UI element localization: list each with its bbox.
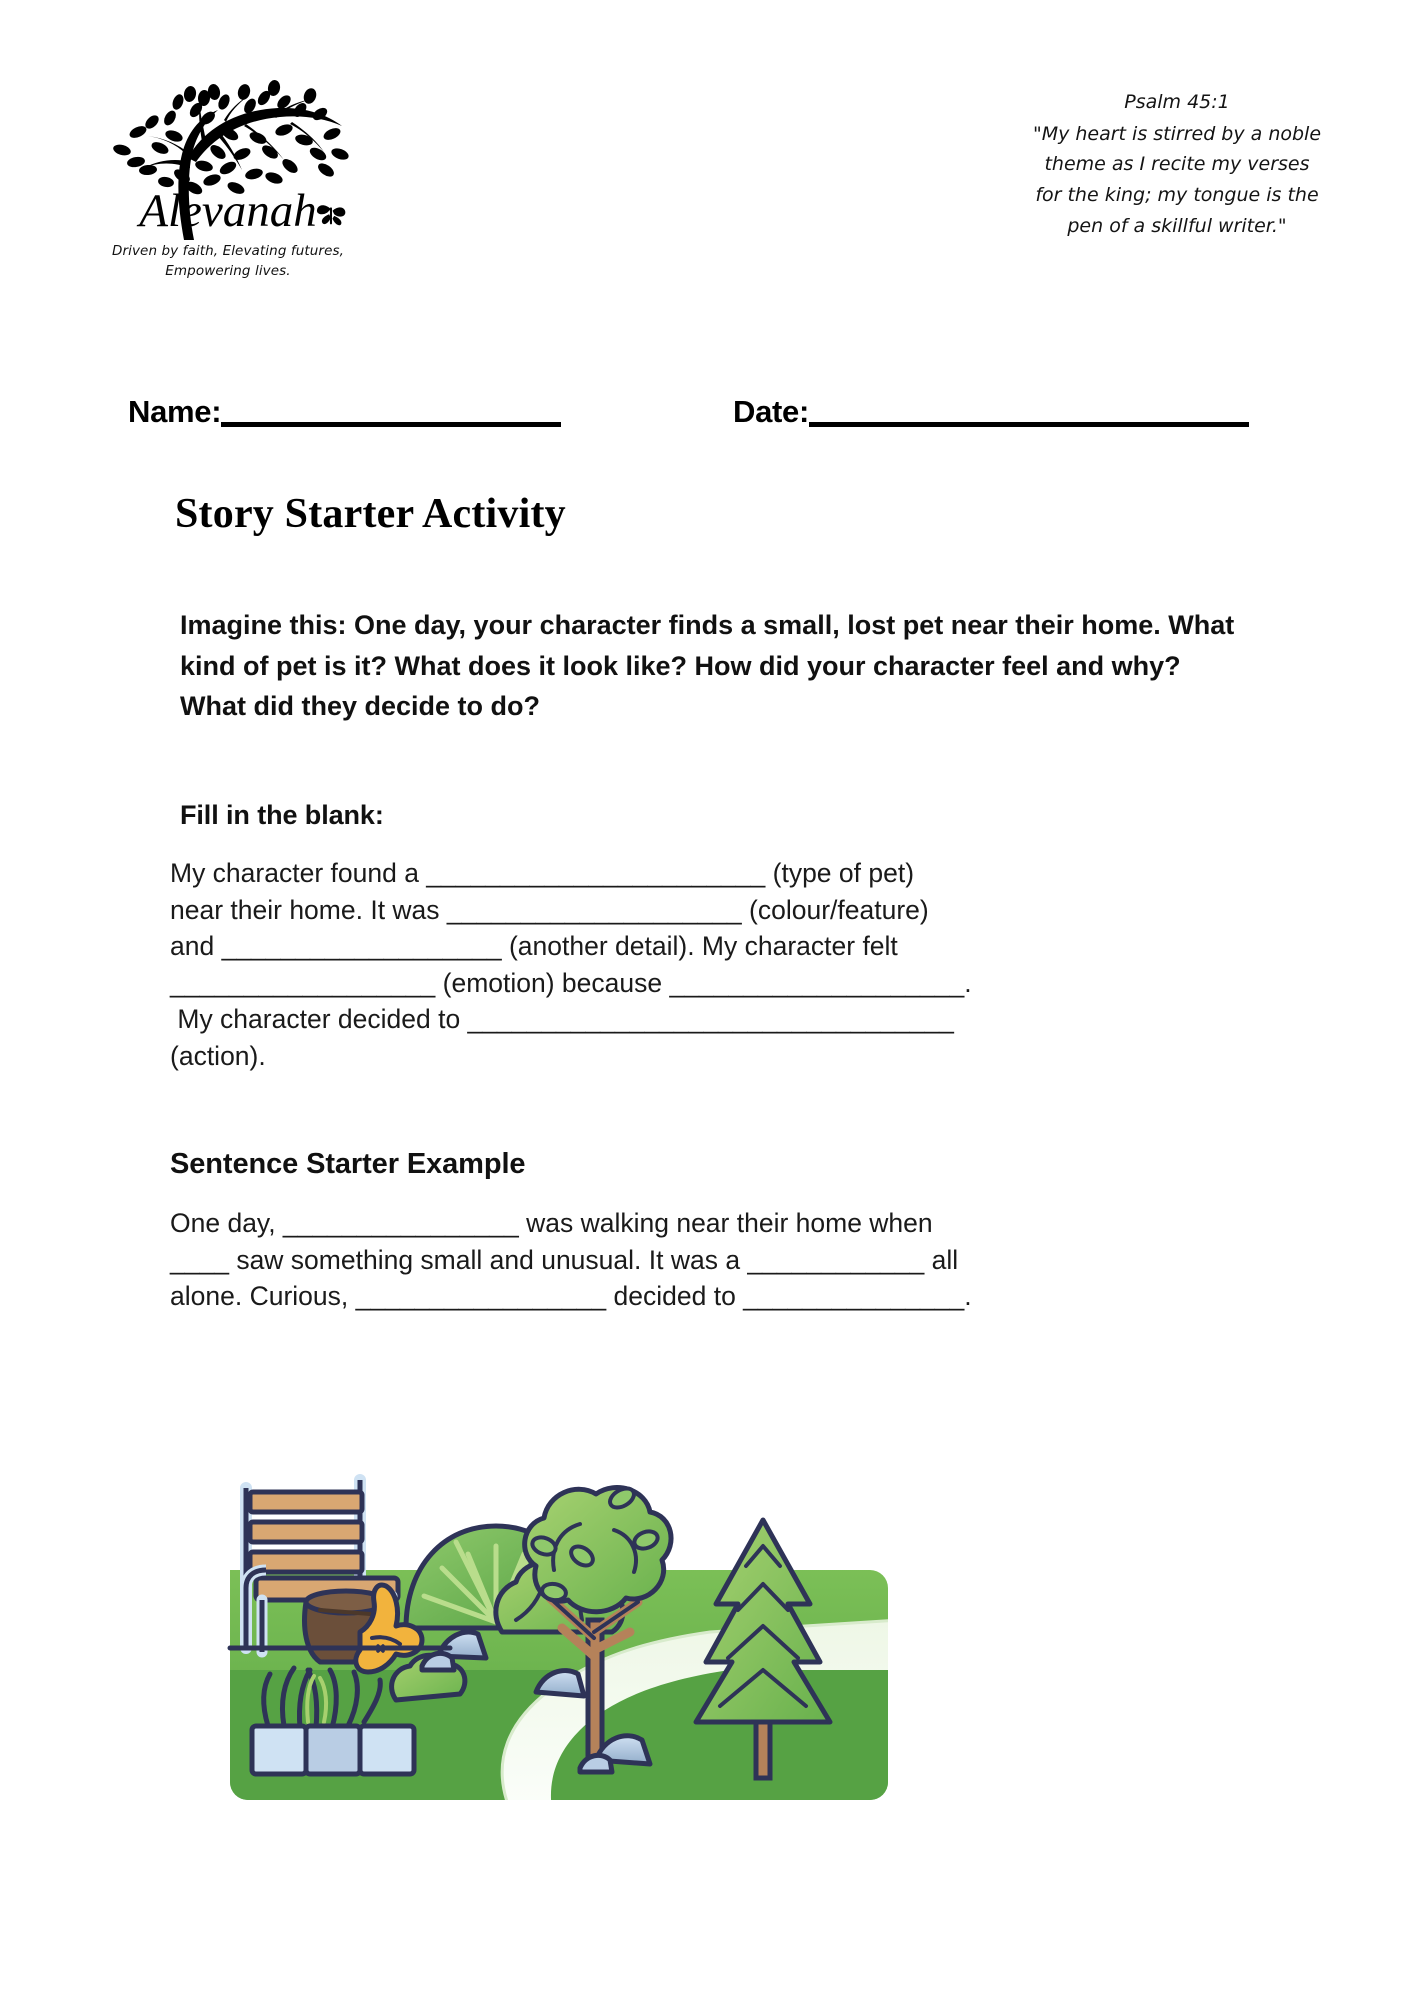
planter-boxes <box>252 1726 414 1774</box>
park-scene-svg <box>210 1370 900 1820</box>
name-field-group <box>128 396 561 427</box>
date-input-line[interactable] <box>809 396 1249 427</box>
brand-logo <box>78 58 378 281</box>
brand-tagline <box>78 242 378 281</box>
scripture-line-4: pen of a skillful writer." <box>1067 214 1287 237</box>
fill-line: near their home. It was ____________________ (colour/feature) <box>170 894 929 925</box>
fill-line: __________________ (emotion) because ____________________. <box>170 967 972 998</box>
tree-with-leaves-icon <box>78 58 378 248</box>
brand-wordmark: Alevanah <box>139 185 317 237</box>
fill-line: My character decided to _________________________________ <box>170 1004 954 1035</box>
park-scene-illustration <box>210 1370 900 1820</box>
sentence-starter-body <box>170 1205 1250 1315</box>
brand-tagline-line2: Empowering lives. <box>165 262 291 279</box>
scripture-reference: Psalm 45:1 <box>1124 91 1230 113</box>
sentence-line: ____ saw something small and unusual. It was a ____________ all <box>170 1244 959 1275</box>
sentence-starter-heading: Sentence Starter Example <box>170 1148 526 1180</box>
scripture-line-1: "My heart is stirred by a noble <box>1032 122 1322 145</box>
page-header <box>0 0 1414 300</box>
scripture-line-2: theme as I recite my verses <box>1044 153 1310 176</box>
scripture-quote <box>1012 88 1342 242</box>
page-title: Story Starter Activity <box>175 491 566 537</box>
butterfly-icon <box>317 205 345 225</box>
date-field-group <box>733 396 1249 427</box>
activity-prompt: Imagine this: One day, your character finds a small, lost pet near their home. What kind of pet is it? What does it look like? How did your character feel and why? What did they decide to do? <box>180 610 1235 721</box>
scripture-line-3: for the king; my tongue is the <box>1035 184 1319 207</box>
name-input-line[interactable] <box>221 396 561 427</box>
fill-line: (action). <box>170 1040 266 1071</box>
sentence-line: alone. Curious, _________________ decided to _______________. <box>170 1281 972 1312</box>
fill-line: and ___________________ (another detail). My character felt <box>170 931 898 962</box>
fill-line: My character found a _______________________ (type of pet) <box>170 858 915 888</box>
bench-slats <box>250 1492 362 1572</box>
name-date-row <box>128 396 1288 448</box>
sentence-line: One day, ________________ was walking near their home when <box>170 1208 933 1238</box>
date-label: Date: <box>733 394 810 429</box>
brand-tagline-line1: Driven by faith, Elevating futures, <box>111 243 345 259</box>
name-label: Name: <box>128 394 222 429</box>
fill-in-the-blank-heading: Fill in the blank: <box>180 800 384 830</box>
fill-in-the-blank-body <box>170 855 1250 1074</box>
